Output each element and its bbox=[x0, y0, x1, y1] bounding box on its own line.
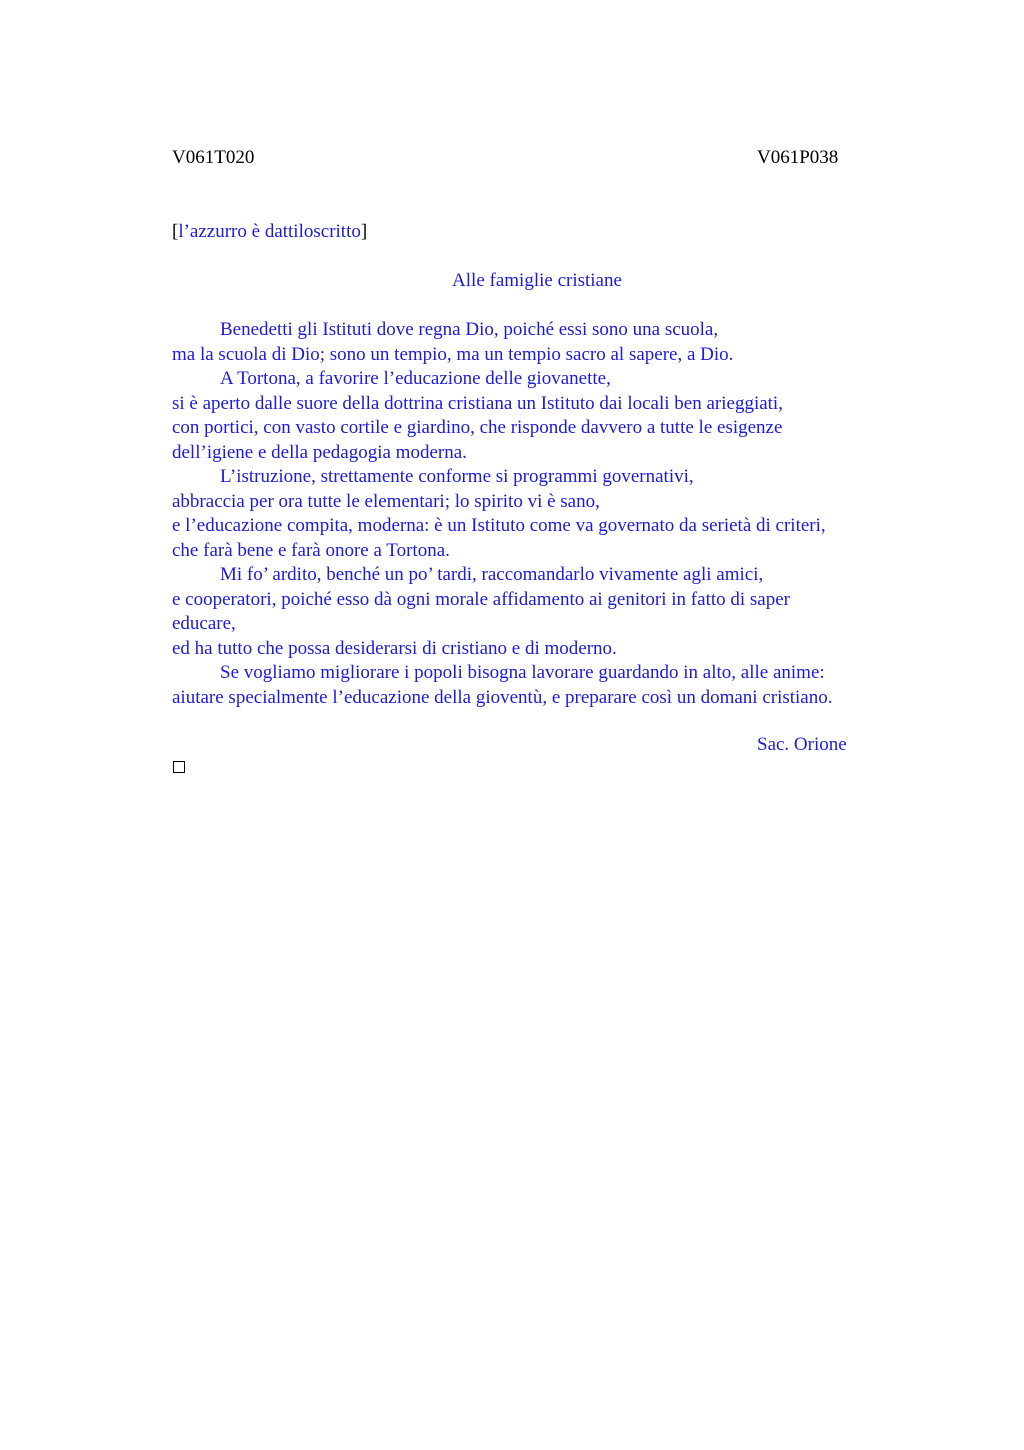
letter-title: Alle famiglie cristiane bbox=[452, 270, 622, 291]
body-line: dell’igiene e della pedagogia moderna. bbox=[172, 441, 467, 463]
body-line: e cooperatori, poiché esso dà ogni morale affidamento ai genitori in fatto di saper bbox=[172, 588, 790, 610]
body-line: A Tortona, a favorire l’educazione delle giovanette, bbox=[220, 368, 611, 389]
body-line: Se vogliamo migliorare i popoli bisogna lavorare guardando in alto, alle anime: bbox=[220, 662, 825, 683]
body-line: abbraccia per ora tutte le elementari; lo spirito vi è sano, bbox=[172, 490, 600, 512]
signature: Sac. Orione bbox=[757, 734, 847, 755]
note-close-bracket: ] bbox=[360, 221, 368, 242]
body-line: Mi fo’ ardito, benché un po’ tardi, raccomandarlo vivamente agli amici, bbox=[220, 564, 764, 585]
body-line: con portici, con vasto cortile e giardino, che risponde davvero a tutte le esigenze bbox=[172, 417, 783, 438]
body-line: ma la scuola di Dio; sono un tempio, ma un tempio sacro al sapere, a Dio. bbox=[172, 343, 734, 365]
body-line: ed ha tutto che possa desiderarsi di cristiano e di moderno. bbox=[172, 637, 617, 659]
body-line: educare, bbox=[172, 613, 236, 634]
body-line: che farà bene e farà onore a Tortona. bbox=[172, 539, 450, 561]
body-line: e l’educazione compita, moderna: è un Istituto come va governato da serietà di criteri, bbox=[172, 515, 826, 536]
body-line: Benedetti gli Istituti dove regna Dio, poiché essi sono una scuola, bbox=[220, 319, 719, 340]
document-code-left: V061T020 bbox=[172, 147, 255, 168]
editorial-note bbox=[172, 221, 367, 243]
document-code-right: V061P038 bbox=[757, 147, 839, 168]
letter-body bbox=[172, 318, 912, 710]
note-text: l’azzurro è dattiloscritto bbox=[178, 221, 361, 242]
note-open-bracket: [ bbox=[172, 221, 179, 242]
body-line: L’istruzione, strettamente conforme si programmi governativi, bbox=[220, 466, 694, 487]
body-line: aiutare specialmente l’educazione della gioventù, e preparare così un domani cristiano. bbox=[172, 686, 833, 708]
body-line: si è aperto dalle suore della dottrina cristiana un Istituto dai locali ben arieggiati, bbox=[172, 392, 783, 414]
empty-square-icon bbox=[173, 761, 185, 773]
